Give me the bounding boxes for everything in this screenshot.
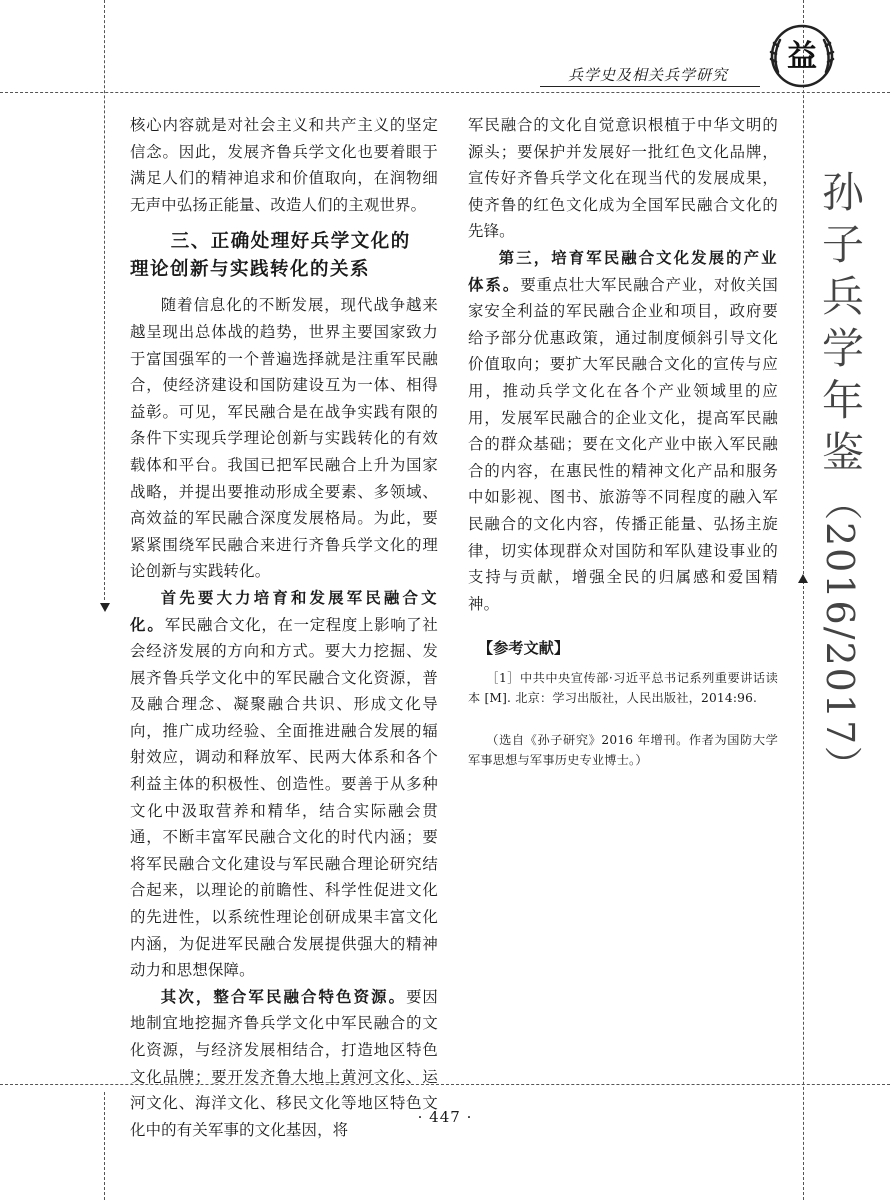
left-paragraph-2: 随着信息化的不断发展，现代战争越来越呈现出总体战的趋势，世界主要国家致力于富国强军的一个普遍选择就是注重军民融合，使经济建设和国防建设互为一体、相得益彰。可见，军民融合是在战争实践有限的条件下实现兵学理论创新与实践转化的有效载体和平台。我国已把军民融合上升为国家战略，并提出要推动形成全要素、多领域、高效益的军民融合深度发展格局。为此，要紧紧围绕军民融合来进行齐鲁兵学文化的理论创新与实践转化。 <box>130 296 438 581</box>
left-paragraph-4-lead: 其次，整合军民融合特色资源。 <box>160 987 407 1006</box>
right-paragraph-2 <box>468 245 778 617</box>
left-column <box>130 112 438 1143</box>
source-note: （选自《孙子研究》2016 年增刊。作者为国防大学军事思想与军事历史专业博士。） <box>468 732 778 767</box>
right-paragraph-2-body: 要重点壮大军民融合产业，对攸关国家安全利益的军民融合企业和项目，政府要给予部分优惠政策，通过制度倾斜引导文化价值取向；要扩大军民融合文化的宣传与应用，推动兵学文化在各个产业领域里的应用，发展军民融合的企业文化，提高军民融合的群众基础；要在文化产业中嵌入军民融合的内容，在惠民性的精神文化产品和服务中如影视、图书、旅游等不同程度的融入军民融合的文化内容，传播正能量、弘扬主旋律，切实体现群众对国防和军队建设事业的支持与贡献，增强全民的归属感和爱国精神。 <box>468 275 778 613</box>
book-title-vertical <box>806 170 870 786</box>
left-down-triangle-icon <box>100 603 110 612</box>
left-paragraph-4-body: 要因地制宜地挖掘齐鲁兵学文化中军民融合的文化资源，与经济发展相结合，打造地区特色文化品牌；要开发齐鲁大地上黄河文化、运河文化、海洋文化、移民文化等地区特色文化中的有关军事的文化基因，将 <box>130 987 438 1139</box>
right-paragraph-1: 军民融合的文化自觉意识根植于中华文明的源头；要保护并发展好一批红色文化品牌，宣传好齐鲁兵学文化在现当代的发展成果，使齐鲁的红色文化成为全国军民融合文化的先锋。 <box>468 116 778 241</box>
book-year: （2016/2017） <box>818 482 862 787</box>
book-title: 孙子兵学年鉴 <box>816 170 865 482</box>
left-dashed-line <box>104 0 105 600</box>
left-paragraph-3-body: 军民融合文化，在一定程度上影响了社会经济发展的方向和方式。要大力挖掘、发展齐鲁兵学文化中的军民融合文化资源，普及融合理念、凝聚融合共识、形成文化导向，推广成功经验、全面推进融合发展的辐射效应，调动和释放军、民两大体系和各个利益主体的积极性、创造性。要善于从多种文化中汲取营养和精华，结合实际融会贯通，不断丰富军民融合文化的时代内涵；要将军民融合文化建设与军民融合理论研究结合起来，以理论的前瞻性、科学性促进文化的先进性，以系统性理论创研成果丰富文化内涵，为促进军民融合发展提供强大的精神动力和思想保障。 <box>130 615 438 980</box>
yearbook-logo-icon <box>766 20 838 92</box>
right-column <box>468 112 778 770</box>
left-paragraph-1: 核心内容就是对社会主义和共产主义的坚定信念。因此，发展齐鲁兵学文化也要着眼于满足人们的精神追求和价值取向，在润物细无声中弘扬正能量、改造人们的主观世界。 <box>130 116 438 214</box>
running-header: 兵学史及相关兵学研究 <box>567 66 728 84</box>
right-paragraph-2-lead: 第三，培育军民融合文化发展的产业体系。 <box>468 248 778 294</box>
reference-item: ［1］中共中央宣传部·习近平总书记系列重要讲话读本 [M]. 北京：学习出版社，人民出版社，2014:96. <box>468 670 778 705</box>
page-number: · 447 · <box>417 1108 473 1126</box>
left-paragraph-3 <box>130 585 438 984</box>
section-heading-line-2: 理论创新与实践转化的关系 <box>130 259 371 281</box>
references-heading: 【参考文献】 <box>478 639 570 658</box>
top-dashed-line <box>0 92 890 93</box>
section-heading <box>130 228 438 284</box>
left-paragraph-3-lead: 首先要大力培育和发展军民融合文化。 <box>130 588 438 634</box>
svg-text:益: 益 <box>787 39 817 74</box>
section-heading-line-1: 三、正确处理好兵学文化的 <box>170 231 411 253</box>
header-rule <box>540 86 760 87</box>
right-dashed-line <box>803 0 804 1200</box>
